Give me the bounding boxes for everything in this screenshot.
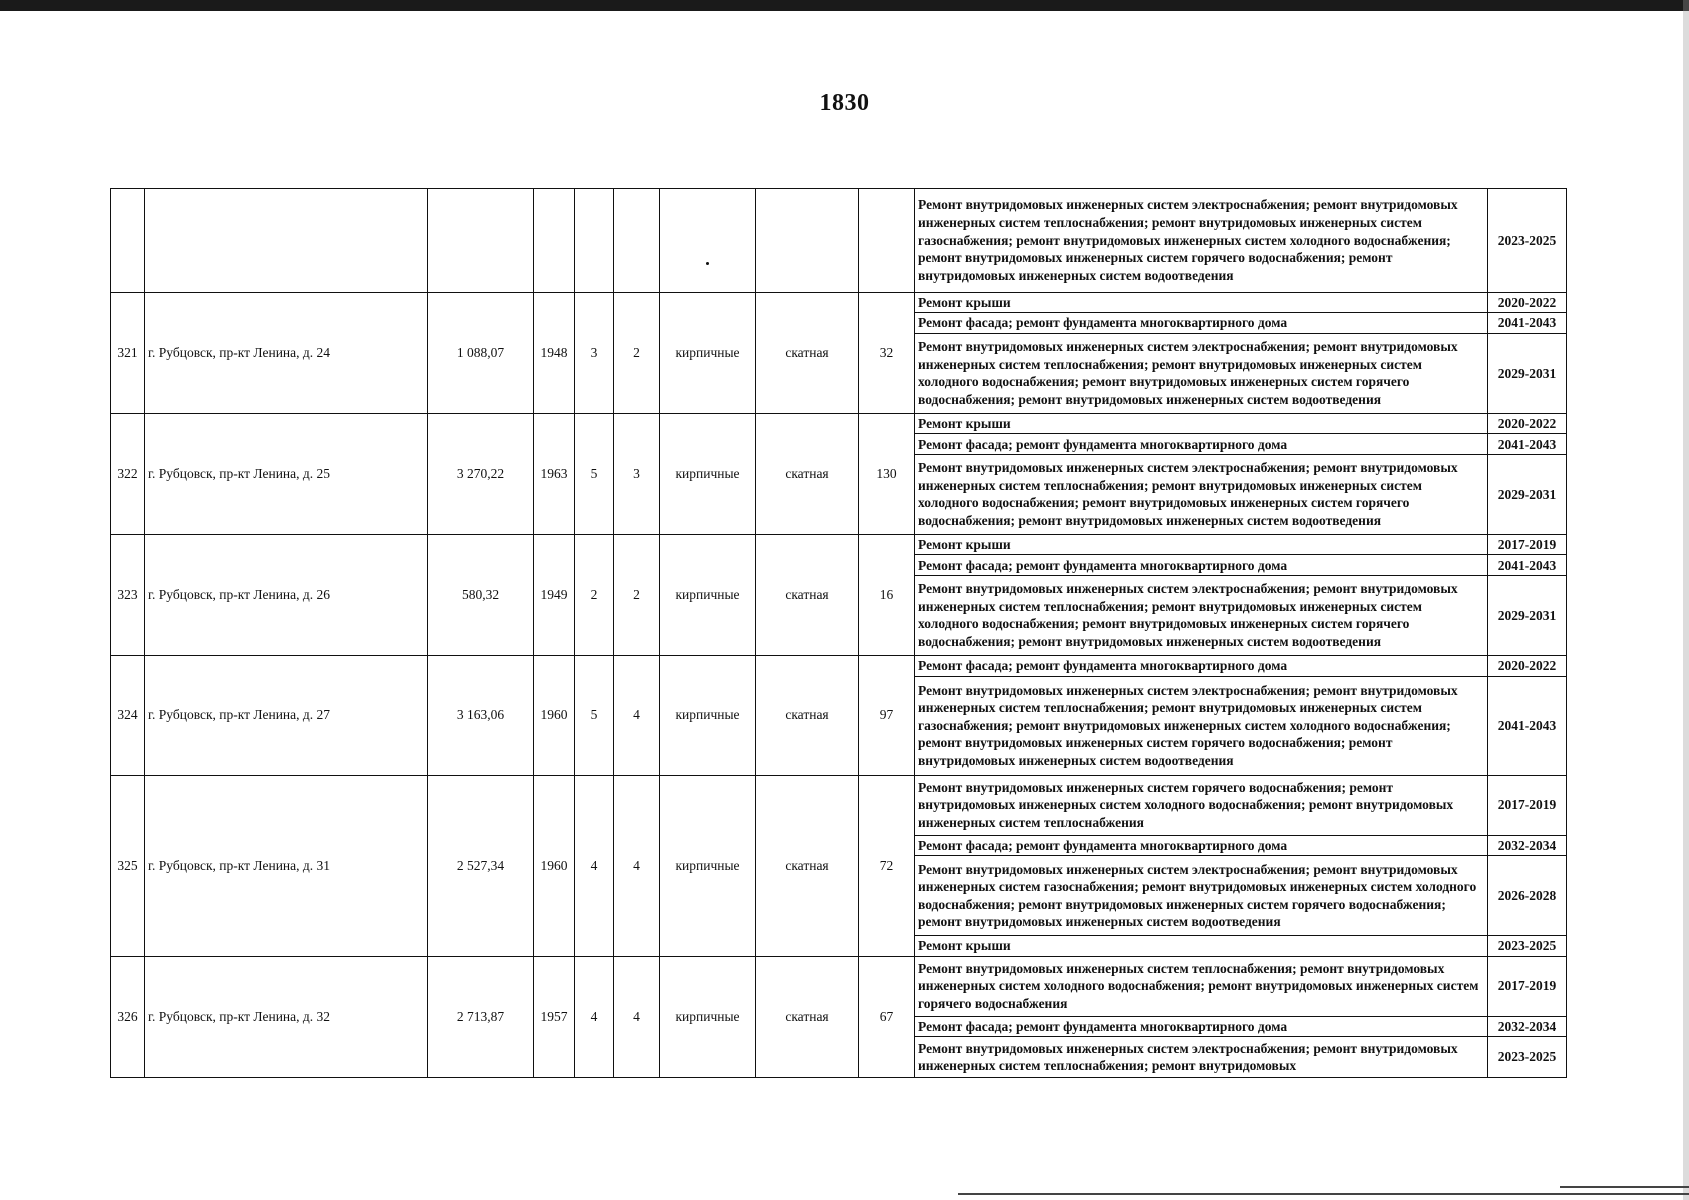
period-cell: 2023-2025 — [1488, 936, 1567, 957]
address-cell: г. Рубцовск, пр-кт Ленина, д. 31 — [145, 775, 428, 956]
table-row — [111, 956, 1567, 1016]
work-cell: Ремонт внутридомовых инженерных систем электроснабжения; ремонт внутридомовых инженерных систем теплоснабжения; ремонт внутридомовых инженерных систем газоснабжения; ремонт внутридомовых инженерных систем холодного водоснабжения; ремонт внутридомовых инженерных систем горячего водоснабжения; ремонт внутридомовых инженерных систем водоотведения — [915, 189, 1488, 293]
entrances-cell: 4 — [614, 655, 660, 775]
residents-cell — [859, 189, 915, 293]
area-cell — [428, 189, 534, 293]
roof-cell: скатная — [756, 292, 859, 413]
work-cell: Ремонт внутридомовых инженерных систем электроснабжения; ремонт внутридомовых инженерных систем теплоснабжения; ремонт внутридомовых инженерных систем холодного водоснабжения; ремонт внутридомовых инженерных систем горячего водоснабжения; ремонт внутридомовых инженерных систем водоотведения — [915, 334, 1488, 414]
floors-cell: 2 — [575, 534, 614, 655]
residents-cell: 16 — [859, 534, 915, 655]
floors-cell: 4 — [575, 956, 614, 1077]
area-cell: 1 088,07 — [428, 292, 534, 413]
period-cell: 2041-2043 — [1488, 555, 1567, 576]
residents-cell: 130 — [859, 413, 915, 534]
floors-cell: 5 — [575, 413, 614, 534]
roof-cell: скатная — [756, 775, 859, 956]
work-cell: Ремонт внутридомовых инженерных систем электроснабжения; ремонт внутридомовых инженерных систем теплоснабжения; ремонт внутридомовых инженерных систем холодного водоснабжения; ремонт внутридомовых инженерных систем горячего водоснабжения; ремонт внутридомовых инженерных систем водоотведения — [915, 576, 1488, 656]
area-cell: 2 527,34 — [428, 775, 534, 956]
area-cell: 2 713,87 — [428, 956, 534, 1077]
year-cell: 1960 — [534, 655, 575, 775]
roof-cell: скатная — [756, 413, 859, 534]
num-cell: 322 — [111, 413, 145, 534]
scan-bottom-line — [958, 1193, 1689, 1195]
address-cell: г. Рубцовск, пр-кт Ленина, д. 32 — [145, 956, 428, 1077]
entrances-cell: 4 — [614, 956, 660, 1077]
floors-cell: 4 — [575, 775, 614, 956]
num-cell: 324 — [111, 655, 145, 775]
area-cell: 3 163,06 — [428, 655, 534, 775]
scan-right-edge — [1683, 0, 1689, 1200]
walls-cell: кирпичные — [660, 534, 756, 655]
work-cell: Ремонт внутридомовых инженерных систем электроснабжения; ремонт внутридомовых инженерных систем теплоснабжения; ремонт внутридомовых инженерных систем газоснабжения; ремонт внутридомовых инженерных систем холодного водоснабжения; ремонт внутридомовых инженерных систем горячего водоснабжения; ремонт внутридомовых инженерных систем водоотведения — [915, 676, 1488, 775]
roof-cell: скатная — [756, 534, 859, 655]
work-cell: Ремонт фасада; ремонт фундамента многоквартирного дома — [915, 1016, 1488, 1037]
year-cell: 1948 — [534, 292, 575, 413]
walls-cell: кирпичные — [660, 775, 756, 956]
work-cell: Ремонт внутридомовых инженерных систем электроснабжения; ремонт внутридомовых инженерных систем газоснабжения; ремонт внутридомовых инженерных систем холодного водоснабжения; ремонт внутридомовых инженерных систем горячего водоснабжения; ремонт внутридомовых инженерных систем водоотведения — [915, 856, 1488, 936]
period-cell: 2032-2034 — [1488, 835, 1567, 856]
table-row — [111, 292, 1567, 313]
residents-cell: 32 — [859, 292, 915, 413]
period-cell: 2041-2043 — [1488, 676, 1567, 775]
work-cell: Ремонт фасада; ремонт фундамента многоквартирного дома — [915, 434, 1488, 455]
walls-cell: кирпичные — [660, 655, 756, 775]
repair-schedule-table — [110, 188, 1567, 1078]
walls-cell: кирпичные — [660, 956, 756, 1077]
floors-cell: 3 — [575, 292, 614, 413]
residents-cell: 72 — [859, 775, 915, 956]
entrances-cell: 2 — [614, 292, 660, 413]
table-row — [111, 655, 1567, 676]
table-body — [111, 189, 1567, 1078]
residents-cell: 97 — [859, 655, 915, 775]
roof-cell: скатная — [756, 655, 859, 775]
scan-dot — [706, 262, 709, 265]
work-cell: Ремонт крыши — [915, 413, 1488, 434]
period-cell: 2032-2034 — [1488, 1016, 1567, 1037]
roof-cell: скатная — [756, 956, 859, 1077]
roof-cell — [756, 189, 859, 293]
entrances-cell — [614, 189, 660, 293]
table-row — [111, 775, 1567, 835]
work-cell: Ремонт внутридомовых инженерных систем электроснабжения; ремонт внутридомовых инженерных систем теплоснабжения; ремонт внутридомовых инженерных систем холодного водоснабжения; ремонт внутридомовых инженерных систем горячего водоснабжения; ремонт внутридомовых инженерных систем водоотведения — [915, 455, 1488, 535]
scan-bottom-line-short — [1560, 1186, 1689, 1188]
scan-top-border — [0, 0, 1689, 11]
work-cell: Ремонт фасада; ремонт фундамента многоквартирного дома — [915, 655, 1488, 676]
period-cell: 2020-2022 — [1488, 655, 1567, 676]
period-cell: 2029-2031 — [1488, 455, 1567, 535]
address-cell — [145, 189, 428, 293]
period-cell: 2029-2031 — [1488, 334, 1567, 414]
period-cell: 2029-2031 — [1488, 576, 1567, 656]
walls-cell — [660, 189, 756, 293]
address-cell: г. Рубцовск, пр-кт Ленина, д. 24 — [145, 292, 428, 413]
period-cell: 2023-2025 — [1488, 189, 1567, 293]
work-cell: Ремонт крыши — [915, 292, 1488, 313]
year-cell — [534, 189, 575, 293]
work-cell: Ремонт внутридомовых инженерных систем теплоснабжения; ремонт внутридомовых инженерных систем холодного водоснабжения; ремонт внутридомовых инженерных систем горячего водоснабжения — [915, 956, 1488, 1016]
period-cell: 2017-2019 — [1488, 956, 1567, 1016]
floors-cell: 5 — [575, 655, 614, 775]
area-cell: 580,32 — [428, 534, 534, 655]
entrances-cell: 4 — [614, 775, 660, 956]
walls-cell: кирпичные — [660, 292, 756, 413]
period-cell: 2041-2043 — [1488, 313, 1567, 334]
table-row — [111, 413, 1567, 434]
year-cell: 1949 — [534, 534, 575, 655]
period-cell: 2041-2043 — [1488, 434, 1567, 455]
work-cell: Ремонт внутридомовых инженерных систем электроснабжения; ремонт внутридомовых инженерных систем теплоснабжения; ремонт внутридомовых — [915, 1037, 1488, 1078]
continuation-row — [111, 189, 1567, 293]
num-cell: 321 — [111, 292, 145, 413]
period-cell: 2017-2019 — [1488, 775, 1567, 835]
page-number: 1830 — [819, 90, 870, 116]
period-cell: 2026-2028 — [1488, 856, 1567, 936]
num-cell: 323 — [111, 534, 145, 655]
table-row — [111, 534, 1567, 555]
period-cell: 2017-2019 — [1488, 534, 1567, 555]
work-cell: Ремонт крыши — [915, 534, 1488, 555]
address-cell: г. Рубцовск, пр-кт Ленина, д. 26 — [145, 534, 428, 655]
work-cell: Ремонт крыши — [915, 936, 1488, 957]
work-cell: Ремонт фасада; ремонт фундамента многоквартирного дома — [915, 835, 1488, 856]
period-cell: 2020-2022 — [1488, 413, 1567, 434]
address-cell: г. Рубцовск, пр-кт Ленина, д. 27 — [145, 655, 428, 775]
work-cell: Ремонт фасада; ремонт фундамента многоквартирного дома — [915, 555, 1488, 576]
address-cell: г. Рубцовск, пр-кт Ленина, д. 25 — [145, 413, 428, 534]
entrances-cell: 3 — [614, 413, 660, 534]
period-cell: 2020-2022 — [1488, 292, 1567, 313]
year-cell: 1963 — [534, 413, 575, 534]
floors-cell — [575, 189, 614, 293]
num-cell: 326 — [111, 956, 145, 1077]
num-cell — [111, 189, 145, 293]
entrances-cell: 2 — [614, 534, 660, 655]
walls-cell: кирпичные — [660, 413, 756, 534]
work-cell: Ремонт фасада; ремонт фундамента многоквартирного дома — [915, 313, 1488, 334]
residents-cell: 67 — [859, 956, 915, 1077]
num-cell: 325 — [111, 775, 145, 956]
area-cell: 3 270,22 — [428, 413, 534, 534]
year-cell: 1957 — [534, 956, 575, 1077]
work-cell: Ремонт внутридомовых инженерных систем горячего водоснабжения; ремонт внутридомовых инженерных систем холодного водоснабжения; ремонт внутридомовых инженерных систем теплоснабжения — [915, 775, 1488, 835]
period-cell: 2023-2025 — [1488, 1037, 1567, 1078]
year-cell: 1960 — [534, 775, 575, 956]
